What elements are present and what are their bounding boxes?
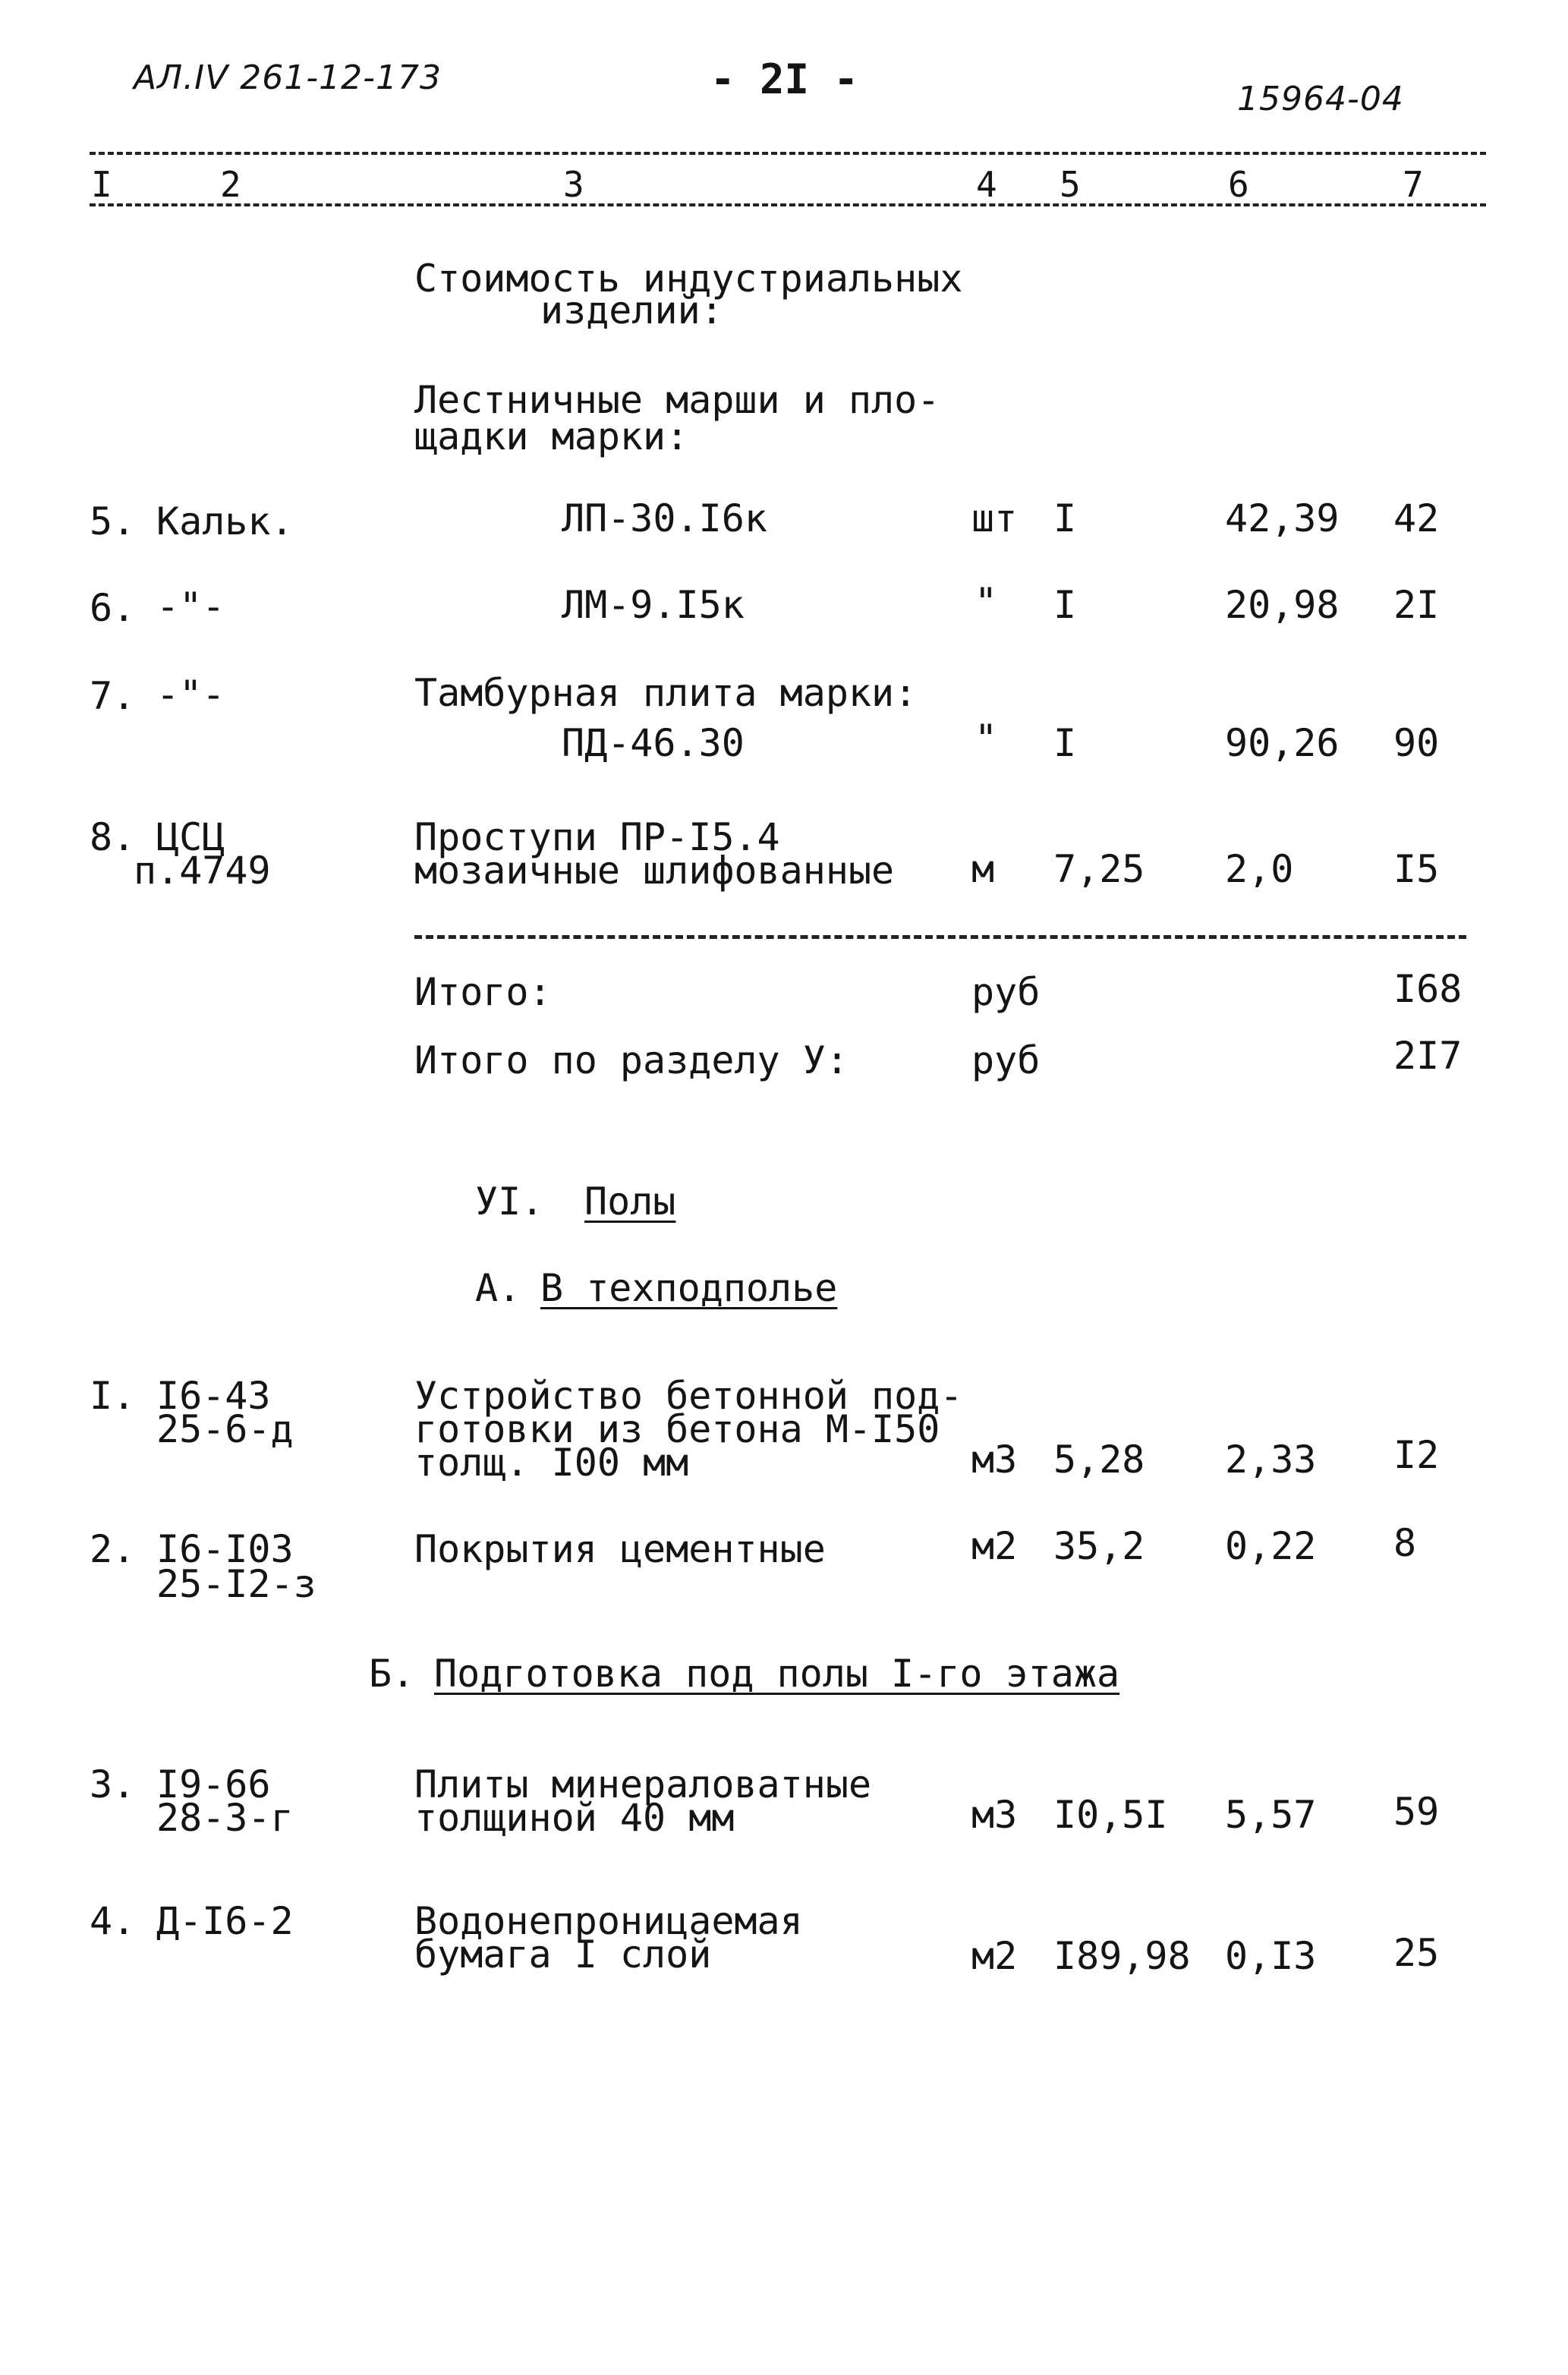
row-total: I2 — [1393, 1433, 1440, 1477]
subsection-b-letter: Б. — [369, 1652, 415, 1696]
subsection-b-heading: Подготовка под полы I-го этажа — [434, 1652, 1120, 1696]
row-unit: " — [974, 580, 998, 624]
row-price: 5,57 — [1225, 1793, 1317, 1837]
row-unit: шт — [971, 496, 1018, 540]
row-price: 0,I3 — [1225, 1934, 1317, 1978]
row-qty: 35,2 — [1053, 1524, 1145, 1568]
row-number: 3. — [90, 1762, 136, 1806]
section-subtitle-cont: щадки марки: — [414, 414, 689, 458]
row-name-heading: Тамбурная плита марки: — [414, 671, 918, 715]
row-name: Проступи ПР-I5.4 — [414, 815, 780, 859]
row-unit: м3 — [971, 1793, 1018, 1837]
row-qty: 7,25 — [1053, 847, 1145, 891]
row-total: 90 — [1393, 721, 1440, 765]
row-name: Покрытия цементные — [414, 1527, 826, 1571]
row-name: ЛМ-9.I5к — [562, 583, 745, 627]
row-unit: м2 — [971, 1934, 1018, 1978]
row-number: 7. — [90, 674, 136, 718]
section-roman-numeral: УI. — [475, 1180, 544, 1224]
row-name-cont: мозаичные шлифованные — [414, 849, 895, 893]
row-code-cont: 28-3-г — [156, 1796, 294, 1840]
row-code-cont: 25-6-д — [156, 1407, 294, 1451]
row-code-cont: 25-I2-з — [156, 1562, 316, 1606]
row-code: -"- — [156, 584, 225, 628]
row-code: I9-66 — [156, 1762, 271, 1806]
row-unit: м2 — [971, 1524, 1018, 1568]
row-price: 42,39 — [1225, 496, 1340, 540]
row-price: 2,0 — [1225, 847, 1294, 891]
row-name-cont: толщ. I00 мм — [414, 1441, 689, 1485]
column-number-4: 4 — [976, 164, 997, 205]
row-name-cont: готовки из бетона М-I50 — [414, 1407, 940, 1451]
section-total-value: 2I7 — [1393, 1034, 1463, 1078]
subtotal-dashed-rule — [414, 935, 1466, 939]
row-code: I6-I03 — [156, 1527, 294, 1571]
row-total: 8 — [1393, 1521, 1417, 1565]
column-number-1: I — [91, 164, 112, 205]
subtotal-label: Итого: — [414, 970, 552, 1014]
row-code-cont: п.4749 — [134, 849, 271, 893]
row-total: 2I — [1393, 583, 1440, 627]
row-code: Д-I6-2 — [156, 1899, 294, 1943]
column-number-7: 7 — [1403, 164, 1424, 205]
subtotal-unit: руб — [971, 970, 1041, 1014]
section-title-cont: изделий: — [540, 288, 723, 332]
section-total-label: Итого по разделу У: — [414, 1038, 849, 1082]
row-total: 59 — [1393, 1790, 1440, 1834]
row-qty: I0,5I — [1053, 1793, 1168, 1837]
row-price: 2,33 — [1225, 1438, 1317, 1482]
row-code: I6-43 — [156, 1374, 271, 1418]
row-number: 8. — [90, 815, 136, 859]
section-title: Стоимость индустриальных — [414, 257, 963, 301]
row-name-cont: бумага I слой — [414, 1932, 712, 1977]
document-code-right: 15964-04 — [1237, 80, 1404, 118]
row-qty: I89,98 — [1053, 1934, 1191, 1978]
row-price: 0,22 — [1225, 1524, 1317, 1568]
row-qty: I — [1053, 721, 1077, 765]
row-code: ЦСЦ — [156, 815, 225, 859]
subsection-a-heading: В техподполье — [540, 1266, 838, 1310]
row-name-cont: толщиной 40 мм — [414, 1796, 735, 1840]
subsection-a-letter: А. — [475, 1266, 521, 1310]
row-qty: 5,28 — [1053, 1438, 1145, 1482]
section-heading: Полы — [584, 1180, 676, 1224]
column-header-dashed-rule — [90, 203, 1486, 206]
column-number-2: 2 — [220, 164, 241, 205]
row-name: Водонепроницаемая — [414, 1899, 803, 1943]
subtotal-value: I68 — [1393, 967, 1463, 1011]
column-number-6: 6 — [1228, 164, 1249, 205]
row-code: -"- — [156, 672, 225, 717]
row-code: Кальк. — [156, 499, 294, 543]
column-number-5: 5 — [1060, 164, 1081, 205]
row-unit: м — [971, 847, 995, 891]
row-name: ЛП-30.I6к — [562, 496, 767, 540]
row-total: I5 — [1393, 847, 1440, 891]
row-qty: I — [1053, 583, 1077, 627]
row-name: ПД-46.30 — [562, 721, 745, 765]
top-dashed-rule — [90, 152, 1486, 155]
section-subtitle: Лестничные марши и пло- — [414, 378, 940, 422]
section-total-unit: руб — [971, 1038, 1041, 1082]
document-code-left: АЛ.IV 261-12-173 — [134, 58, 442, 97]
row-unit: м3 — [971, 1438, 1018, 1482]
row-number: 2. — [90, 1527, 136, 1571]
page-number: - 2I - — [710, 55, 859, 103]
row-name: Устройство бетонной под- — [414, 1374, 963, 1418]
row-total: 42 — [1393, 496, 1440, 540]
row-total: 25 — [1393, 1931, 1440, 1975]
row-price: 90,26 — [1225, 721, 1340, 765]
row-number: 4. — [90, 1899, 136, 1943]
row-name: Плиты минераловатные — [414, 1762, 872, 1806]
row-price: 20,98 — [1225, 583, 1340, 627]
row-number: 5. — [90, 499, 136, 543]
column-number-3: 3 — [563, 164, 584, 205]
row-qty: I — [1053, 496, 1077, 540]
row-number: 6. — [90, 586, 136, 630]
row-number: I. — [90, 1374, 136, 1418]
row-unit: " — [974, 717, 998, 761]
